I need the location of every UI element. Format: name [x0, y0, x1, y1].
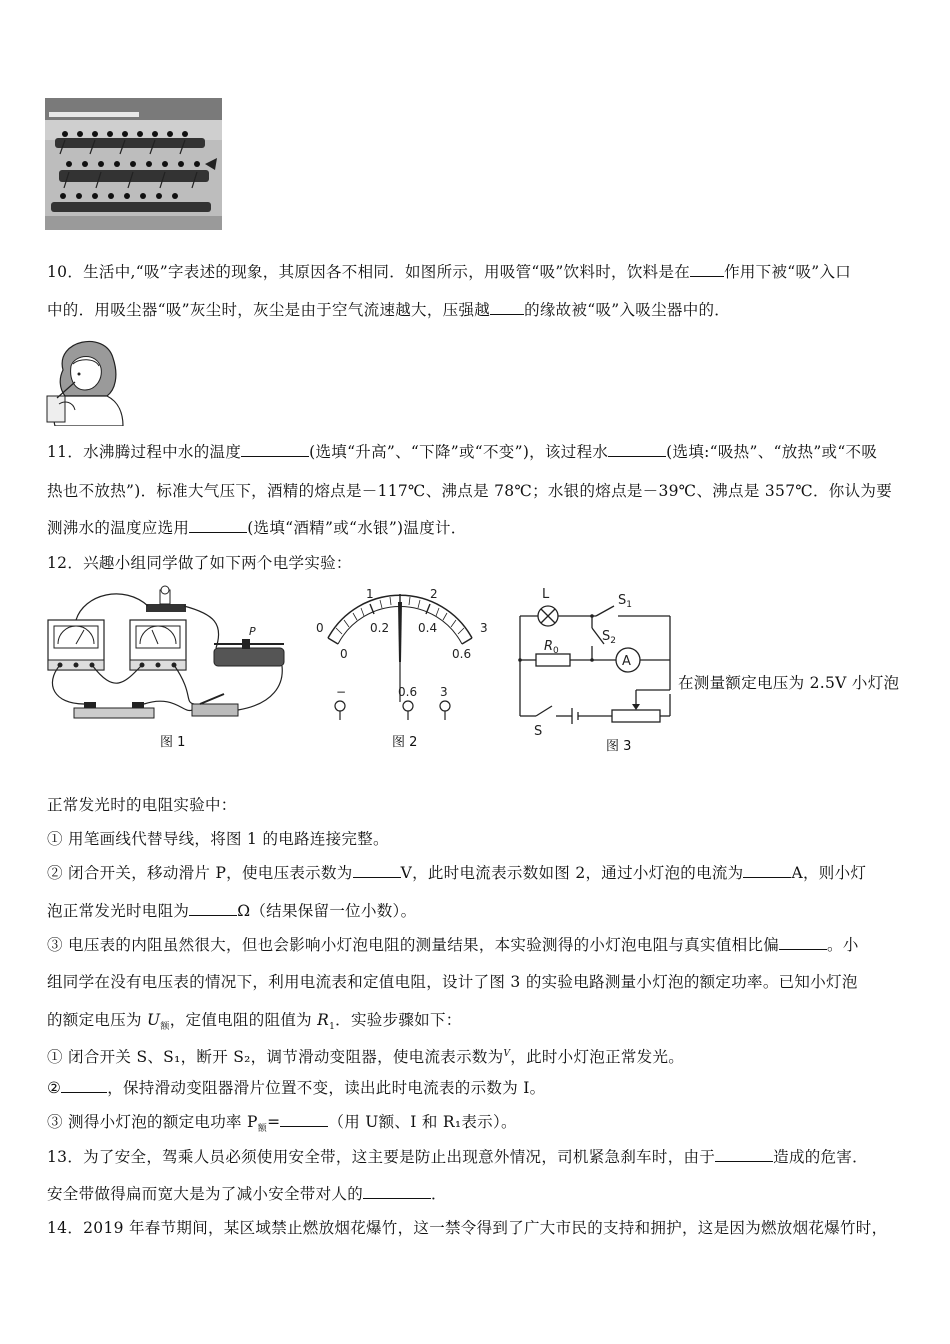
q13-blank-1[interactable] [715, 1147, 773, 1162]
figure-2-ammeter-dial [310, 582, 490, 722]
svg-text:S1 [618, 593, 632, 610]
terminal-06: 0.6 [398, 685, 418, 699]
q11-blank-3[interactable] [189, 518, 247, 533]
figure-1-apparatus [44, 584, 294, 750]
label-S2-sub: 2 [610, 636, 616, 646]
q12-step-a3-line2: 组同学在没有电压表的情况下，利用电流表和定值电阻，设计了图 3 的实验电路测量小灯泡的额定功率。已知小灯泡 [47, 973, 858, 991]
q11-line3: 测沸水的温度应选用 (选填“酒精”或“水银”)温度计． [47, 519, 467, 537]
dial-top-2: 2 [430, 587, 438, 601]
q13-line2: 安全带做得扁而宽大是为了减小安全带对人的 ． [47, 1185, 447, 1203]
dial-bottom-1: 0.2 [370, 621, 390, 635]
dial-top-0: 0 [316, 621, 324, 635]
label-R0-sub: 0 [553, 646, 559, 656]
girl-drinking-figure [45, 330, 127, 426]
q11-blank-1[interactable] [241, 442, 309, 457]
label-L: L [542, 587, 550, 602]
label-S1-sub: 1 [626, 600, 632, 610]
q12-step-a3-line3: 的额定电压为 $U_额$，定值电阻的阻值为 $R_1$．实验步骤如下： [47, 1011, 462, 1033]
terminal-minus: − [336, 685, 347, 699]
label-S2: S [602, 629, 611, 644]
q10-line1: 10．生活中,“吸”字表述的现象，其原因各不相同．如图所示，用吸管“吸”饮料时，饮料是在 作用下被“吸”入口 [47, 263, 852, 281]
label-R0: R [544, 639, 554, 654]
q12-blank-bias[interactable] [779, 935, 827, 950]
q10-blank-1[interactable] [690, 262, 724, 277]
q12-b-step1: ① 闭合开关 S、S₁，断开 S₂，调节滑动变阻器，使电流表示数为$^V$，此时小灯泡正常发光。 [47, 1048, 685, 1067]
dial-bottom-2: 0.4 [418, 621, 438, 635]
q12-b-step2: ② ，保持滑动变阻器滑片位置不变，读出此时电流表的示数为 I。 [47, 1079, 546, 1097]
label-S1: S [618, 593, 627, 608]
q11-line1: 11．水沸腾过程中水的温度 (选填“升高”、“下降”或“不变”)，该过程水 (选填:“吸热”、“放热”或“不吸 [47, 443, 878, 461]
q12-step-a3: ③ 电压表的内阻虽然很大，但也会影响小灯泡电阻的测量结果，本实验测得的小灯泡电阻与真实值相比偏 。小 [47, 936, 859, 954]
dial-bottom-3: 0.6 [452, 647, 472, 661]
figure-3-caption: 图 3 [606, 739, 632, 754]
q11-blank-2[interactable] [608, 442, 666, 457]
q12-blank-resistance[interactable] [189, 901, 237, 916]
q12-blank-voltage[interactable] [353, 863, 401, 878]
q12-step-a2-line2: 泡正常发光时电阻为 Ω（结果保留一位小数）。 [47, 902, 417, 920]
svg-text:R0 [544, 639, 559, 656]
label-A: A [622, 654, 631, 669]
q11-line2: 热也不放热”)．标准大气压下，酒精的熔点是－117℃、沸点是 78℃；水银的熔点是－39℃、沸点是 357℃．你认为要 [47, 482, 892, 500]
q12-side-text: 在测量额定电压为 2.5V 小灯泡 [678, 674, 900, 692]
q12-intro: 12．兴趣小组同学做了如下两个电学实验： [47, 554, 352, 572]
q10-blank-2[interactable] [490, 300, 524, 315]
label-S: S [534, 724, 543, 736]
q12-step-a1: ① 用笔画线代替导线，将图 1 的电路连接完整。 [47, 830, 389, 848]
terminal-3: 3 [440, 685, 448, 699]
q10-line2: 中的．用吸尘器“吸”灰尘时，灰尘是由于空气流速越大，压强越 的缘故被“吸”入吸尘器中的． [47, 301, 731, 319]
dial-top-1: 1 [366, 587, 374, 601]
dragon-boat-photo [45, 98, 222, 230]
q13-blank-2[interactable] [363, 1184, 431, 1199]
q12-blank-power[interactable] [280, 1112, 328, 1127]
figure-3-circuit [512, 584, 672, 736]
q12-step-a2: ② 闭合开关，移动滑片 P，使电压表示数为 V，此时电流表示数如图 2，通过小灯泡的电流为 A，则小灯 [47, 864, 867, 882]
figure-2-caption: 图 2 [392, 735, 418, 750]
q13-line1: 13．为了安全，驾乘人员必须使用安全带，这主要是防止出现意外情况，司机紧急刹车时，由于 造成的危害． [47, 1148, 868, 1166]
q12-blank-current[interactable] [743, 863, 791, 878]
dial-bottom-0: 0 [340, 647, 348, 661]
q12-b-step3: ③ 测得小灯泡的额定电功率 $P_额=$ （用 U额、I 和 R₁表示）。 [47, 1113, 517, 1135]
svg-text:P: P [249, 625, 256, 638]
q12-blank-step2[interactable] [61, 1078, 107, 1093]
q14-line1: 14．2019 年春节期间，某区域禁止燃放烟花爆竹，这一禁令得到了广大市民的支持和拥护，这是因为燃放烟花爆竹时， [47, 1219, 888, 1237]
dial-top-3: 3 [480, 621, 488, 635]
svg-text:S2 [602, 629, 616, 646]
figure-1-caption: 图 1 [160, 735, 186, 750]
q12-continuation: 正常发光时的电阻实验中： [47, 796, 237, 814]
